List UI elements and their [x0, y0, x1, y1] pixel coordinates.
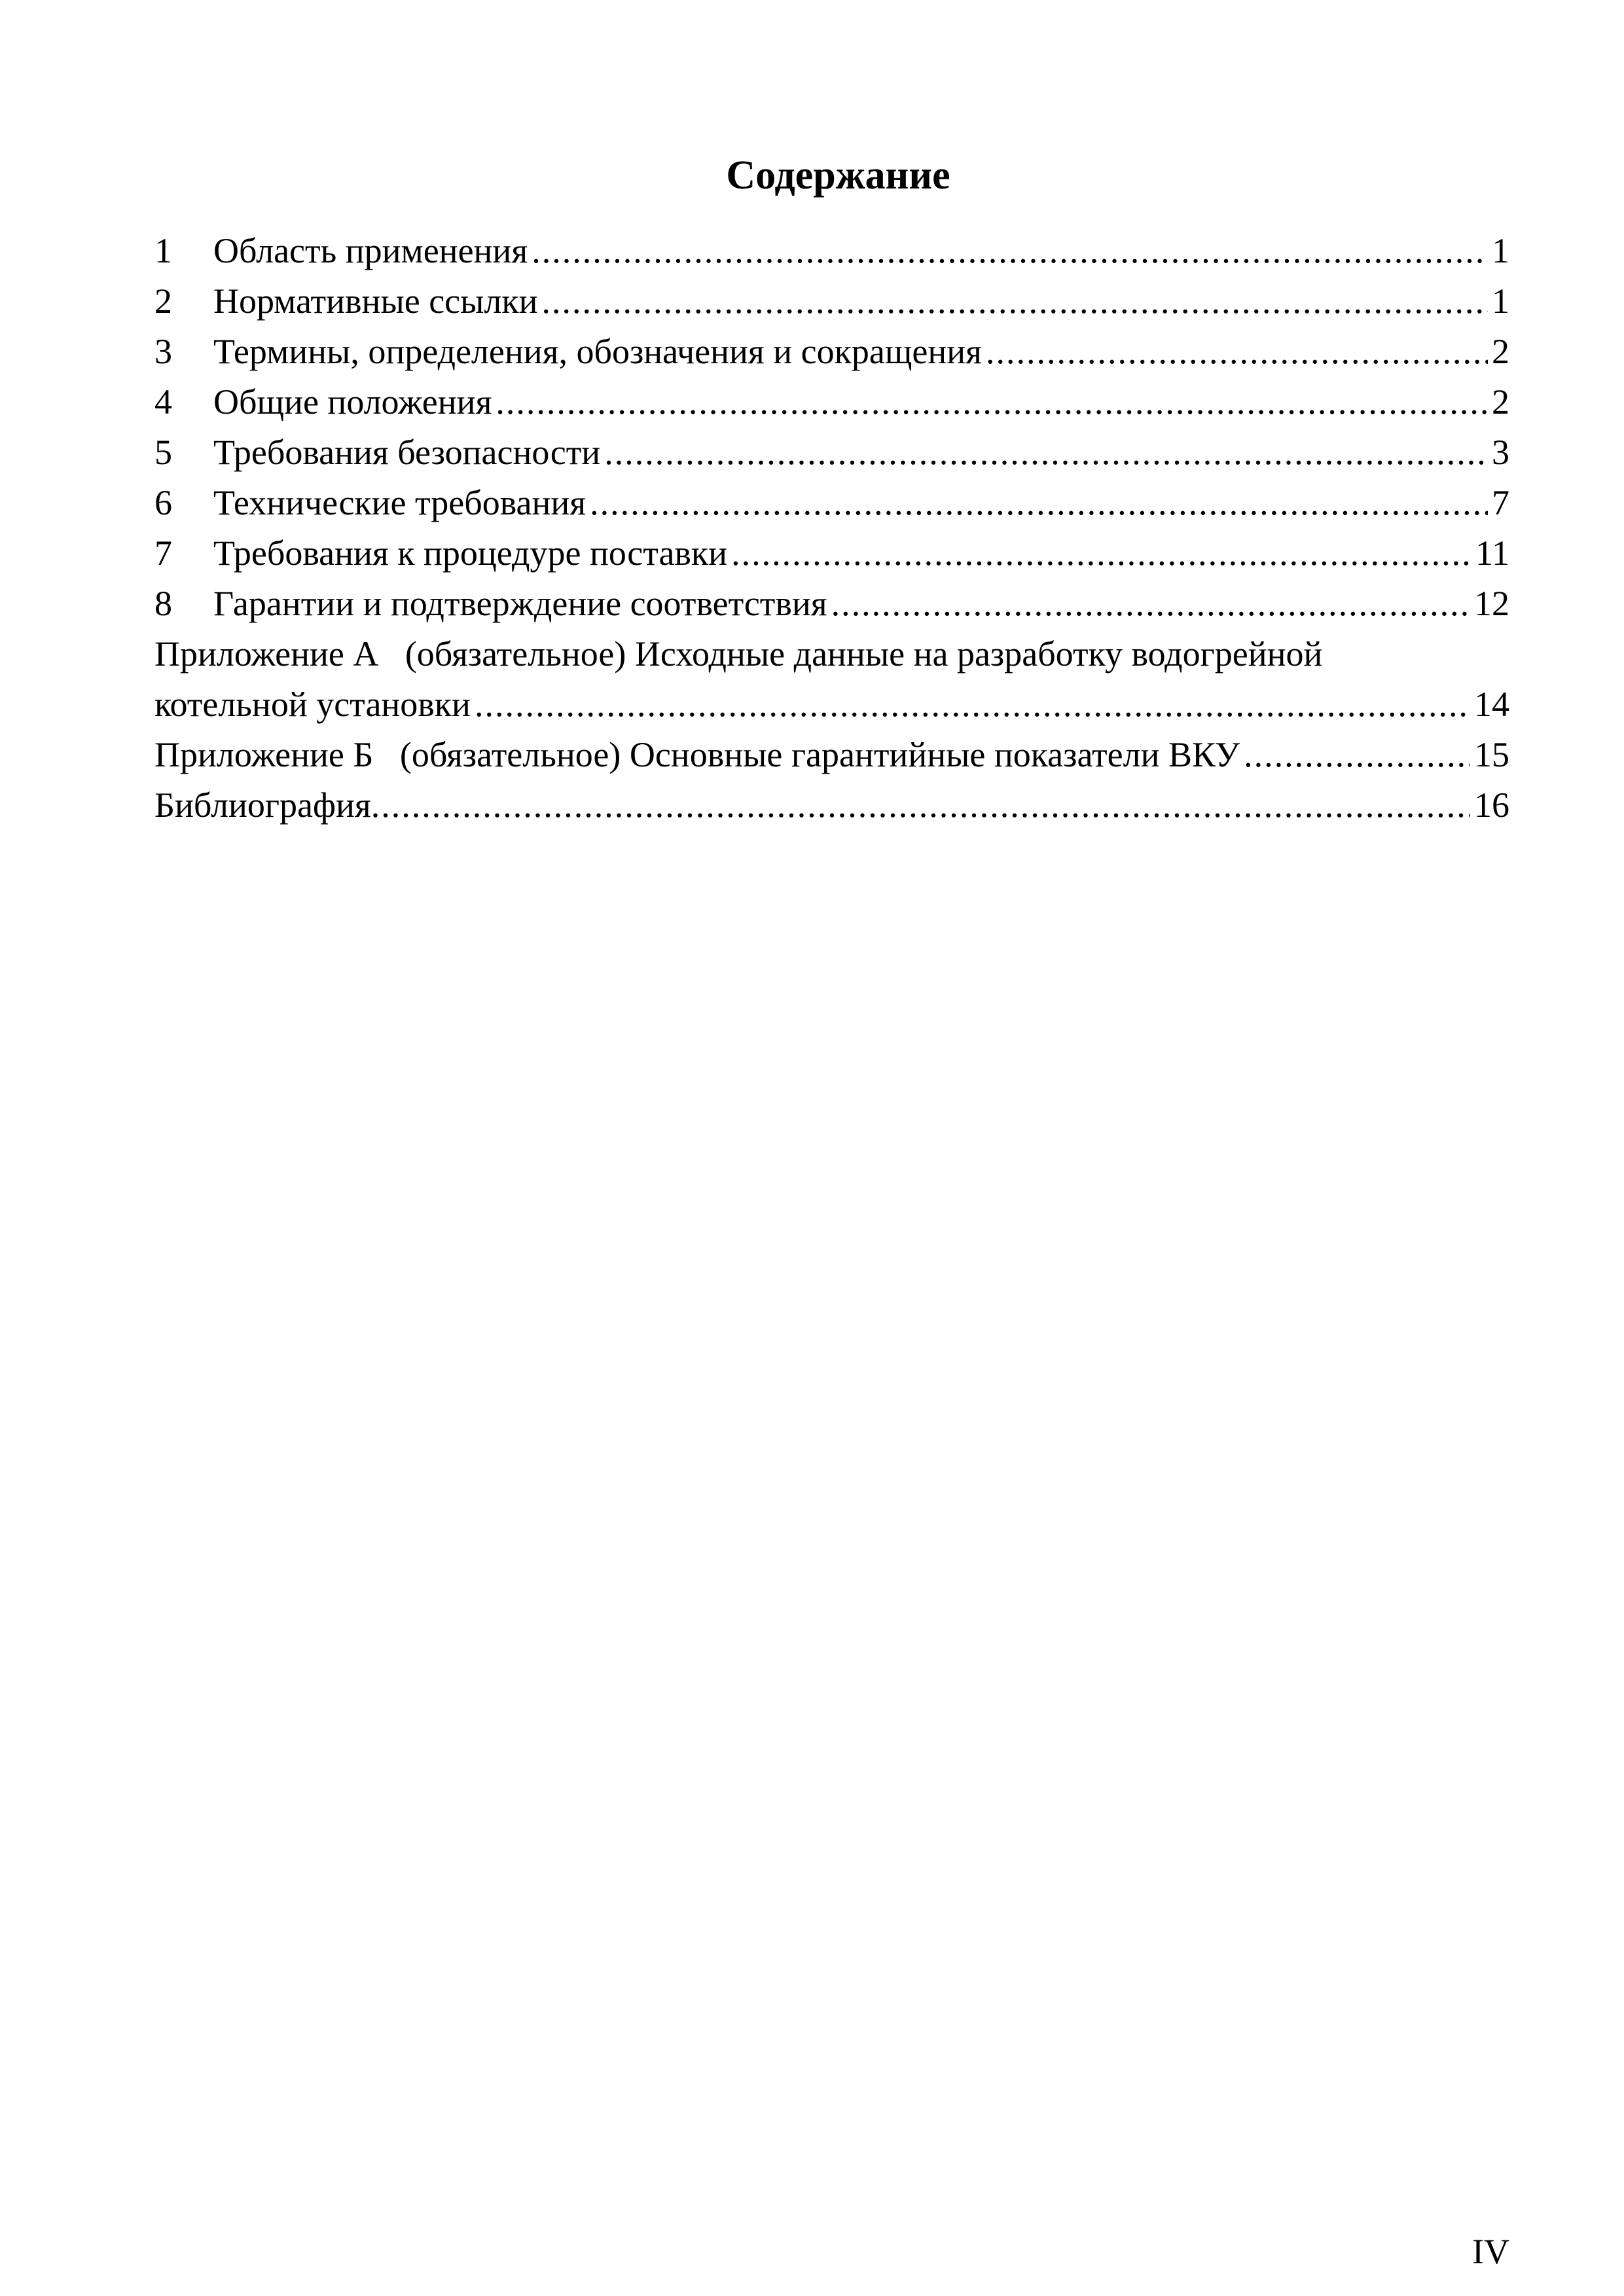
- toc-item-page: 3: [1492, 433, 1509, 472]
- toc-item-label: Технические требования: [213, 483, 586, 522]
- toc-item-number: 1: [154, 231, 172, 270]
- toc-appendix-a-line2[interactable]: [154, 679, 1509, 730]
- toc-leader-dots: [532, 226, 1488, 276]
- toc-item-3[interactable]: [154, 327, 1509, 377]
- toc-item-number: 5: [154, 433, 172, 472]
- toc-appendix-a-label-line2: котельной установки: [154, 685, 471, 724]
- toc-item-page: 11: [1475, 533, 1509, 573]
- toc-appendix-a-page: 14: [1474, 685, 1509, 724]
- page-number: IV: [1472, 2232, 1509, 2271]
- toc-item-page: 1: [1492, 231, 1509, 270]
- toc-item-label: Гарантии и подтверждение соответствия: [213, 584, 827, 623]
- toc-item-7[interactable]: [154, 528, 1509, 579]
- toc-item-label: Область применения: [213, 231, 528, 270]
- toc-bibliography-label: Библиография: [154, 785, 371, 825]
- toc-appendix-a-label-line1: Приложение А (обязательное) Исходные данные на разработку водогрейной: [154, 634, 1323, 673]
- page-title: Содержание: [726, 153, 950, 198]
- toc-leader-dots: [1244, 730, 1470, 780]
- toc-leader-dots: [831, 579, 1470, 629]
- toc-item-page: 2: [1492, 332, 1509, 371]
- toc-item-number: 4: [154, 382, 172, 422]
- toc-leader-dots: [986, 327, 1488, 377]
- toc-leader-dots: [731, 528, 1471, 579]
- toc-item-number: 2: [154, 281, 172, 321]
- toc-leader-dots: [542, 276, 1489, 327]
- toc-appendix-b-page: 15: [1474, 735, 1509, 774]
- toc-item-label: Требования к процедуре поставки: [213, 533, 728, 573]
- table-of-contents: [154, 226, 1509, 831]
- toc-appendix-b[interactable]: [154, 730, 1509, 780]
- toc-item-number: 8: [154, 584, 172, 623]
- toc-item-6[interactable]: [154, 478, 1509, 528]
- toc-leader-dots: [590, 478, 1488, 528]
- toc-leader-dots: [371, 780, 1470, 831]
- toc-item-page: 1: [1492, 281, 1509, 321]
- toc-appendix-b-label: Приложение Б (обязательное) Основные гарантийные показатели ВКУ: [154, 735, 1240, 774]
- toc-leader-dots: [475, 679, 1470, 730]
- toc-appendix-a-line1[interactable]: [154, 629, 1509, 679]
- toc-item-label: Требования безопасности: [213, 433, 601, 472]
- toc-item-1[interactable]: [154, 226, 1509, 276]
- toc-bibliography[interactable]: [154, 780, 1509, 831]
- toc-item-label: Общие положения: [213, 382, 492, 422]
- toc-item-5[interactable]: [154, 427, 1509, 478]
- toc-bibliography-page: 16: [1474, 785, 1509, 825]
- toc-leader-dots: [604, 427, 1488, 478]
- toc-item-page: 12: [1474, 584, 1509, 623]
- toc-item-page: 2: [1492, 382, 1509, 422]
- toc-item-8[interactable]: [154, 579, 1509, 629]
- toc-item-number: 3: [154, 332, 172, 371]
- toc-item-page: 7: [1492, 483, 1509, 522]
- toc-item-label: Термины, определения, обозначения и сокращения: [213, 332, 982, 371]
- toc-item-number: 7: [154, 533, 172, 573]
- toc-item-4[interactable]: [154, 377, 1509, 427]
- toc-item-label: Нормативные ссылки: [213, 281, 538, 321]
- toc-item-number: 6: [154, 483, 172, 522]
- toc-leader-dots: [496, 377, 1488, 427]
- toc-item-2[interactable]: [154, 276, 1509, 327]
